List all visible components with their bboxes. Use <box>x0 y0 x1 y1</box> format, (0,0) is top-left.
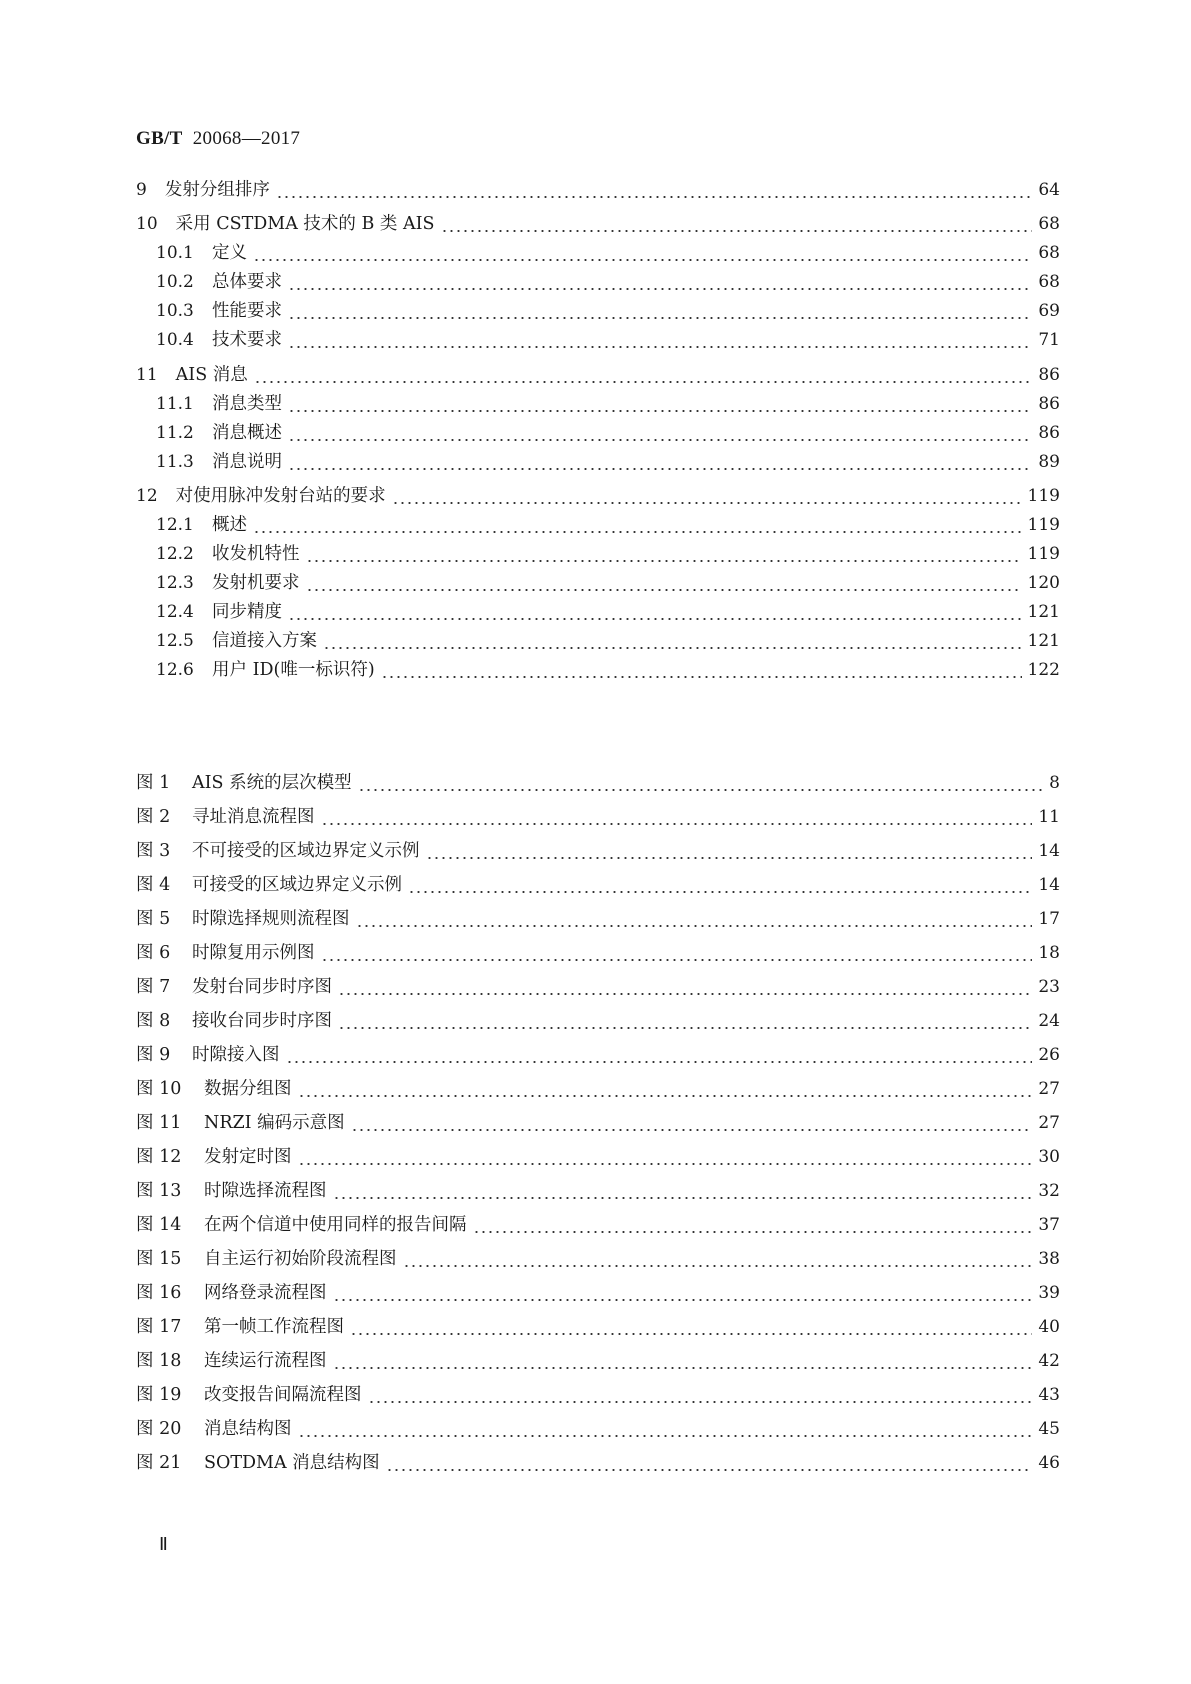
toc-entry-title: 定义 <box>212 243 247 263</box>
figure-entry-text <box>136 1215 467 1235</box>
figure-entry[interactable] <box>136 841 1060 861</box>
toc-entry-page: 68 <box>1038 272 1060 292</box>
toc-entry-number: 10.3 <box>156 301 194 321</box>
figure-entry[interactable] <box>136 1113 1060 1133</box>
figure-entry[interactable] <box>136 1317 1060 1337</box>
figure-entry-page: 46 <box>1038 1453 1060 1473</box>
toc-entry-number: 12.1 <box>156 515 194 535</box>
figure-entry-label: 图 15 <box>136 1249 182 1269</box>
dot-leader <box>321 943 1033 963</box>
figure-entry-text <box>136 1351 327 1371</box>
figure-entry-text <box>136 1419 292 1439</box>
toc-entry[interactable] <box>136 272 1060 292</box>
dot-leader <box>333 1351 1033 1371</box>
toc-entry-page: 68 <box>1038 243 1060 263</box>
toc-entry-number: 12.3 <box>156 573 194 593</box>
figure-entry-page: 24 <box>1038 1011 1060 1031</box>
figure-entry-title: 数据分组图 <box>204 1079 292 1099</box>
toc-entry-page: 122 <box>1027 660 1060 680</box>
toc-entry-text <box>156 660 375 680</box>
figure-entry-text <box>136 1249 397 1269</box>
toc-entry-title: 消息类型 <box>212 394 282 414</box>
figure-entry[interactable] <box>136 773 1060 793</box>
toc-entry-title: 采用 CSTDMA 技术的 B 类 AIS <box>175 214 435 234</box>
dot-leader <box>288 452 1032 472</box>
figure-entry-title: 可接受的区域边界定义示例 <box>192 875 402 895</box>
dot-leader <box>276 180 1033 200</box>
dot-leader <box>306 544 1022 564</box>
toc-entry[interactable] <box>136 573 1060 593</box>
figure-entry-page: 32 <box>1038 1181 1060 1201</box>
standard-number: 20068—2017 <box>192 128 301 149</box>
toc-entry-page: 119 <box>1027 515 1060 535</box>
figure-entry-text <box>136 1283 327 1303</box>
toc-entry-text <box>156 452 282 472</box>
figure-entry-text <box>136 1113 345 1133</box>
dot-leader <box>288 423 1032 443</box>
figure-entry[interactable] <box>136 1215 1060 1235</box>
dot-leader <box>298 1147 1033 1167</box>
figure-entry-page: 14 <box>1038 841 1060 861</box>
toc-entry-text <box>156 301 282 321</box>
figure-entry[interactable] <box>136 1181 1060 1201</box>
dot-leader <box>321 807 1033 827</box>
figure-entry-text <box>136 841 420 861</box>
figure-entry-title: 改变报告间隔流程图 <box>204 1385 362 1405</box>
figure-entry-text <box>136 943 315 963</box>
figure-entry-title: 发射台同步时序图 <box>192 977 332 997</box>
toc-entry-number: 10.2 <box>156 272 194 292</box>
figure-entry-label: 图 17 <box>136 1317 182 1337</box>
figure-entry-text <box>136 977 332 997</box>
figure-entry-title: 第一帧工作流程图 <box>204 1317 344 1337</box>
dot-leader <box>473 1215 1033 1235</box>
figure-entry-text <box>136 1011 332 1031</box>
toc-entry[interactable] <box>136 301 1060 321</box>
figure-entry[interactable] <box>136 807 1060 827</box>
toc-entry-page: 86 <box>1038 365 1060 385</box>
dot-leader <box>333 1283 1033 1303</box>
figure-entry[interactable] <box>136 1011 1060 1031</box>
toc-entry-number: 9 <box>136 180 147 200</box>
dot-leader <box>338 1011 1032 1031</box>
figure-entry[interactable] <box>136 1351 1060 1371</box>
toc-entry-page: 119 <box>1027 544 1060 564</box>
figure-entry-page: 27 <box>1038 1079 1060 1099</box>
toc-entry[interactable] <box>136 423 1060 443</box>
toc-entry[interactable] <box>136 452 1060 472</box>
figure-entry-title: 自主运行初始阶段流程图 <box>204 1249 397 1269</box>
figure-entry-title: AIS 系统的层次模型 <box>192 773 352 793</box>
page-number: Ⅱ <box>159 1534 167 1554</box>
figure-entry-page: 23 <box>1038 977 1060 997</box>
toc-entry-page: 64 <box>1038 180 1060 200</box>
figure-entry-label: 图 14 <box>136 1215 182 1235</box>
figure-entry[interactable] <box>136 1079 1060 1099</box>
dot-leader <box>403 1249 1033 1269</box>
figure-entry-label: 图 19 <box>136 1385 182 1405</box>
toc-entry[interactable] <box>136 243 1060 263</box>
toc-entry[interactable] <box>136 330 1060 350</box>
dot-leader <box>286 1045 1033 1065</box>
figure-entry-label: 图 10 <box>136 1079 182 1099</box>
figure-entry-text <box>136 1079 292 1099</box>
toc-entry-title: 收发机特性 <box>212 544 300 564</box>
figure-entry-label: 图 12 <box>136 1147 182 1167</box>
figure-entry[interactable] <box>136 1283 1060 1303</box>
dot-leader <box>298 1419 1033 1439</box>
toc-entry-title: 消息概述 <box>212 423 282 443</box>
toc-entry[interactable] <box>136 486 1060 506</box>
toc-entry-number: 10.1 <box>156 243 194 263</box>
toc-entry-page: 120 <box>1027 573 1060 593</box>
dot-leader <box>288 301 1032 321</box>
dot-leader <box>306 573 1022 593</box>
toc-entry-title: 技术要求 <box>212 330 282 350</box>
dot-leader <box>288 394 1032 414</box>
dot-leader <box>298 1079 1033 1099</box>
figure-entry-title: 连续运行流程图 <box>204 1351 327 1371</box>
toc-entry-number: 12.6 <box>156 660 194 680</box>
figure-entry-page: 43 <box>1038 1385 1060 1405</box>
figure-entry[interactable] <box>136 1147 1060 1167</box>
figure-entry-text <box>136 875 402 895</box>
figure-entry[interactable] <box>136 1419 1060 1439</box>
toc-entry[interactable] <box>136 214 1060 234</box>
toc-entry-title: 总体要求 <box>212 272 282 292</box>
figure-entry-label: 图 8 <box>136 1011 171 1031</box>
dot-leader <box>392 486 1022 506</box>
figure-entry[interactable] <box>136 1385 1060 1405</box>
figure-entry-page: 39 <box>1038 1283 1060 1303</box>
figure-entry-label: 图 3 <box>136 841 171 861</box>
figure-entry-page: 14 <box>1038 875 1060 895</box>
figure-entry-title: 接收台同步时序图 <box>192 1011 332 1031</box>
toc-entry-title: 发射分组排序 <box>164 180 270 200</box>
toc-entry-title: 同步精度 <box>212 602 282 622</box>
toc-entry[interactable] <box>136 544 1060 564</box>
toc-entry-text <box>156 631 317 651</box>
toc-entry-title: 用户 ID(唯一标识符) <box>212 660 375 680</box>
dot-leader <box>338 977 1032 997</box>
toc-entry[interactable] <box>136 515 1060 535</box>
dot-leader <box>426 841 1033 861</box>
toc-entry-text <box>136 365 248 385</box>
figure-entry-page: 18 <box>1038 943 1060 963</box>
toc-entry-text <box>156 243 247 263</box>
dot-leader <box>288 272 1032 292</box>
toc-entry-page: 71 <box>1038 330 1060 350</box>
toc-entry-title: 信道接入方案 <box>212 631 317 651</box>
toc-entry[interactable] <box>136 631 1060 651</box>
toc-entry-page: 89 <box>1038 452 1060 472</box>
toc-entry-text <box>156 602 282 622</box>
figure-entry[interactable] <box>136 909 1060 929</box>
dot-leader <box>323 631 1022 651</box>
toc-entry-page: 68 <box>1038 214 1060 234</box>
figure-entry-page: 42 <box>1038 1351 1060 1371</box>
toc-entry-text <box>156 544 300 564</box>
dot-leader <box>288 330 1032 350</box>
figure-entry-page: 30 <box>1038 1147 1060 1167</box>
figure-entry-page: 11 <box>1038 807 1060 827</box>
toc-entry-page: 86 <box>1038 394 1060 414</box>
toc-entry[interactable] <box>136 394 1060 414</box>
figure-entry-text <box>136 1453 380 1473</box>
figure-entry[interactable] <box>136 1249 1060 1269</box>
figure-entry-title: 在两个信道中使用同样的报告间隔 <box>204 1215 467 1235</box>
dot-leader <box>288 602 1022 622</box>
toc-entry-number: 11.2 <box>156 423 194 443</box>
figure-entry-label: 图 13 <box>136 1181 182 1201</box>
toc-entry-page: 69 <box>1038 301 1060 321</box>
toc-entry-page: 121 <box>1027 602 1060 622</box>
dot-leader <box>441 214 1033 234</box>
toc-entry-number: 11.3 <box>156 452 194 472</box>
figure-entry-title: 时隙选择规则流程图 <box>192 909 350 929</box>
figure-entry-title: 发射定时图 <box>204 1147 292 1167</box>
figure-entry-title: 网络登录流程图 <box>204 1283 327 1303</box>
figure-entry-label: 图 9 <box>136 1045 171 1065</box>
dot-leader <box>381 660 1022 680</box>
figure-entry[interactable] <box>136 977 1060 997</box>
figure-entry-label: 图 4 <box>136 875 171 895</box>
toc-entry-title: 发射机要求 <box>212 573 300 593</box>
figure-entry-page: 17 <box>1038 909 1060 929</box>
toc-entry-title: 对使用脉冲发射台站的要求 <box>175 486 386 506</box>
toc-entry[interactable] <box>136 365 1060 385</box>
figure-entry-page: 40 <box>1038 1317 1060 1337</box>
dot-leader <box>356 909 1033 929</box>
figure-entry[interactable] <box>136 1045 1060 1065</box>
figure-entry-page: 37 <box>1038 1215 1060 1235</box>
figure-entry-text <box>136 1181 327 1201</box>
figure-entry-title: 不可接受的区域边界定义示例 <box>192 841 420 861</box>
toc-entry-number: 12.2 <box>156 544 194 564</box>
figure-entry-text <box>136 1045 280 1065</box>
dot-leader <box>333 1181 1033 1201</box>
toc-entry-number: 12.5 <box>156 631 194 651</box>
toc-entry[interactable] <box>136 180 1060 200</box>
figure-entry-title: 时隙复用示例图 <box>192 943 315 963</box>
toc-entry-title: 概述 <box>212 515 247 535</box>
toc-entry-text <box>156 394 282 414</box>
toc-entry-text <box>136 486 386 506</box>
figure-entry-label: 图 20 <box>136 1419 182 1439</box>
standard-code <box>136 128 300 150</box>
figure-entry-title: 消息结构图 <box>204 1419 292 1439</box>
figure-entry-title: NRZI 编码示意图 <box>204 1113 345 1133</box>
figure-entry-label: 图 1 <box>136 773 171 793</box>
dot-leader <box>368 1385 1033 1405</box>
toc-entry-title: AIS 消息 <box>175 365 248 385</box>
figure-entry-page: 45 <box>1038 1419 1060 1439</box>
toc-entry-title: 消息说明 <box>212 452 282 472</box>
dot-leader <box>358 773 1044 793</box>
toc-entry-number: 12.4 <box>156 602 194 622</box>
dot-leader <box>253 515 1022 535</box>
figure-entry-page: 26 <box>1038 1045 1060 1065</box>
figure-entry-label: 图 18 <box>136 1351 182 1371</box>
figure-entry[interactable] <box>136 875 1060 895</box>
dot-leader <box>253 243 1032 263</box>
figure-entry-page: 27 <box>1038 1113 1060 1133</box>
figure-entry-page: 38 <box>1038 1249 1060 1269</box>
toc-entry-number: 10.4 <box>156 330 194 350</box>
figure-entry-title: SOTDMA 消息结构图 <box>204 1453 380 1473</box>
toc-entry-page: 86 <box>1038 423 1060 443</box>
figure-entry-text <box>136 909 350 929</box>
figure-entry-title: 时隙选择流程图 <box>204 1181 327 1201</box>
figure-entry-label: 图 21 <box>136 1453 182 1473</box>
figure-entry-text <box>136 773 352 793</box>
figure-entry[interactable] <box>136 943 1060 963</box>
dot-leader <box>386 1453 1033 1473</box>
figure-entry-title: 寻址消息流程图 <box>192 807 315 827</box>
figure-entry-text <box>136 1317 344 1337</box>
figure-entry-text <box>136 807 315 827</box>
toc-entry-page: 119 <box>1027 486 1060 506</box>
toc-entry-title: 性能要求 <box>212 301 282 321</box>
figure-entry-label: 图 16 <box>136 1283 182 1303</box>
figure-entry-page: 8 <box>1049 773 1060 793</box>
figure-entry-label: 图 2 <box>136 807 171 827</box>
toc-entry-number: 10 <box>136 214 158 234</box>
dot-leader <box>254 365 1033 385</box>
toc-entry-number: 12 <box>136 486 158 506</box>
figure-entry-title: 时隙接入图 <box>192 1045 280 1065</box>
figure-entry-text <box>136 1147 292 1167</box>
toc-entry-text <box>136 214 435 234</box>
figure-entry[interactable] <box>136 1453 1060 1473</box>
toc-entry-text <box>136 180 270 200</box>
toc-entry[interactable] <box>136 660 1060 680</box>
toc-entry-text <box>156 573 300 593</box>
figure-entry-label: 图 11 <box>136 1113 182 1133</box>
figure-entry-label: 图 5 <box>136 909 171 929</box>
toc-entry-number: 11 <box>136 365 158 385</box>
toc-entry-text <box>156 330 282 350</box>
toc-entry-text <box>156 515 247 535</box>
figure-entry-label: 图 7 <box>136 977 171 997</box>
dot-leader <box>408 875 1032 895</box>
figure-entry-label: 图 6 <box>136 943 171 963</box>
figure-entry-text <box>136 1385 362 1405</box>
toc-entry[interactable] <box>136 602 1060 622</box>
toc-entry-number: 11.1 <box>156 394 194 414</box>
toc-entry-page: 121 <box>1027 631 1060 651</box>
toc-entry-text <box>156 423 282 443</box>
dot-leader <box>350 1317 1032 1337</box>
dot-leader <box>351 1113 1033 1133</box>
standard-prefix: GB/T <box>136 128 183 149</box>
toc-entry-text <box>156 272 282 292</box>
